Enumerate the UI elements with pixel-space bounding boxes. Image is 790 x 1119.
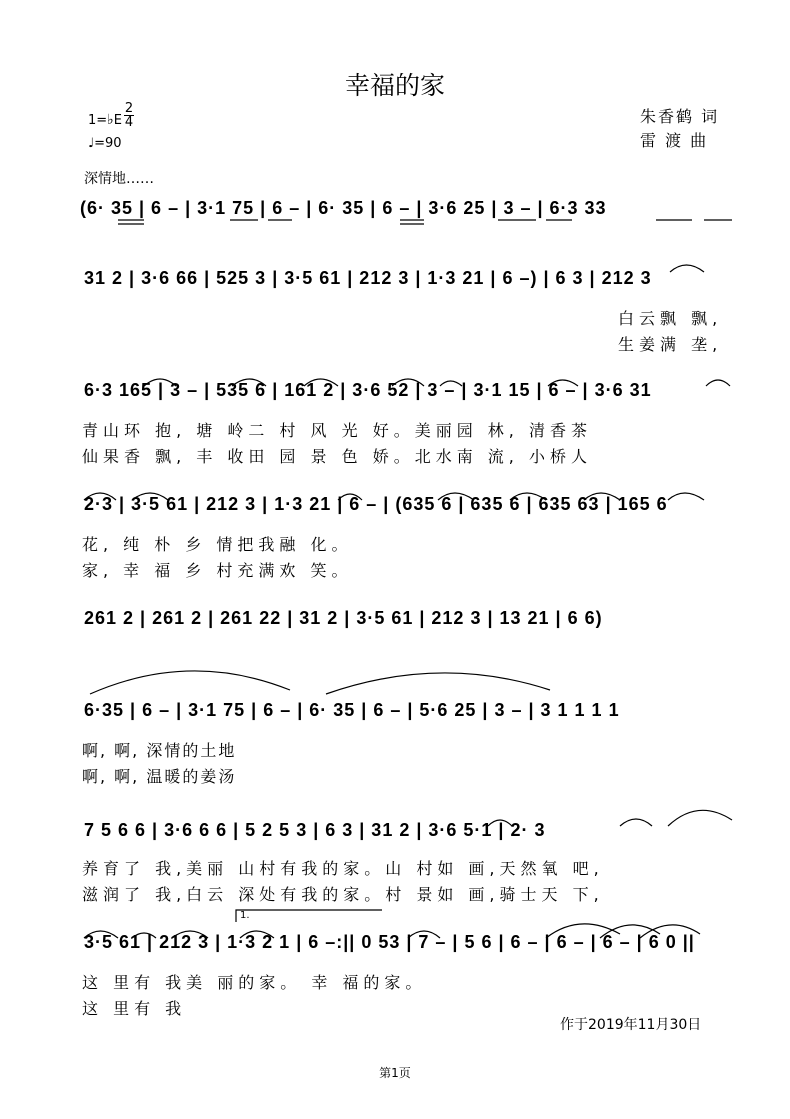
song-title: 幸福的家 <box>344 71 445 100</box>
lyric-row-7-verse-2: 滋润了 我,白云 深处有我的家。村 景如 画,骑士天 下, <box>82 885 604 904</box>
time-numerator: 2 <box>124 101 134 116</box>
slur <box>84 931 118 938</box>
notation-row-3: 6·3 165 | 3 – | 535 6 | 161 2 | 3·6 52 | 3 – | 3·1 15 | 6 – | 3·6 31 <box>84 380 652 400</box>
quarter-note-icon: ♩ <box>88 136 95 151</box>
slur <box>408 931 440 938</box>
slur <box>668 810 732 826</box>
lyric-row-2-verse-1: 白云飘 飘, <box>618 309 723 328</box>
key-label: 1= <box>88 113 108 128</box>
notation-row-1: (6· 35 | 6 – | 3·1 75 | 6 – | 6· 35 | 6 – | 3·6 25 | 3 – | 6·3 33 <box>80 198 607 218</box>
slur <box>488 820 512 826</box>
slur <box>600 925 660 938</box>
lyric-row-8-verse-1: 这 里有 我美 丽的家。 幸 福的家。 <box>82 973 427 992</box>
slur <box>232 379 266 386</box>
slur <box>172 931 208 938</box>
lyric-row-8-verse-2: 这 里有 我 <box>82 999 187 1018</box>
key-letter: E <box>113 113 122 128</box>
tempo-value: =90 <box>94 136 122 151</box>
lyricist: 朱香鹤 词 <box>640 107 720 126</box>
time-denominator: 4 <box>124 115 134 130</box>
slur <box>84 493 116 500</box>
composition-date: 作于2019年11月30日 <box>560 1017 702 1033</box>
slur <box>706 380 730 386</box>
slur <box>510 493 546 500</box>
lyric-row-3-verse-2: 仙果香 飘, 丰 收田 园 景 色 娇。北水南 流, 小桥人 <box>82 447 592 466</box>
slur <box>132 933 156 938</box>
volta-bracket <box>236 910 382 922</box>
lyric-row-4-verse-1: 花, 纯 朴 乡 情把我融 化。 <box>82 535 353 554</box>
notation-row-5: 261 2 | 261 2 | 261 22 | 31 2 | 3·5 61 | 212 3 | 13 21 | 6 6) <box>84 608 603 628</box>
slur <box>440 381 462 386</box>
slur <box>90 671 290 694</box>
slur <box>548 380 578 386</box>
slur <box>438 493 474 500</box>
page-number: 第1页 <box>379 1066 411 1080</box>
expression-mark: 深情地…… <box>84 171 154 187</box>
composer: 雷 渡 曲 <box>640 131 709 150</box>
lyric-row-4-verse-2: 家, 幸 福 乡 村充满欢 笑。 <box>82 561 353 580</box>
slur <box>326 673 550 694</box>
lyric-row-6-verse-2: 啊, 啊, 温暖的姜汤 <box>82 767 237 786</box>
slur <box>304 379 338 386</box>
slur <box>670 265 704 272</box>
flat-sign: ♭ <box>107 112 114 128</box>
slur <box>546 924 620 938</box>
slur <box>338 494 362 500</box>
notation-row-7: 7 5 6 6 | 3·6 6 6 | 5 2 5 3 | 6 3 | 31 2 | 3·6 5·1 | 2· 3 <box>84 820 546 840</box>
slur <box>668 493 704 500</box>
notation-row-8: 3·5 61 | 212 3 | 1·3 2 1 | 6 –:|| 0 53 | 7 – | 5 6 | 6 – | 6 – | 6 – | 6 0 || <box>84 932 695 952</box>
notation-row-4: 2·3 | 3·5 61 | 212 3 | 1·3 21 | 6 – | (635 6 | 635 6 | 635 63 | 165 6 <box>84 494 668 514</box>
notation-row-2: 31 2 | 3·6 66 | 525 3 | 3·5 61 | 212 3 | 1·3 21 | 6 –) | 6 3 | 212 3 <box>84 268 652 288</box>
lyric-row-2-verse-2: 生姜满 垄, <box>618 335 723 354</box>
lyric-row-3-verse-1: 青山环 抱, 塘 岭二 村 风 光 好。美丽园 林, 清香茶 <box>82 421 592 440</box>
slur <box>392 379 424 386</box>
slur <box>240 931 274 938</box>
slur <box>144 379 176 386</box>
slur <box>584 493 620 500</box>
lyric-row-7-verse-1: 养育了 我,美丽 山村有我的家。山 村如 画,天然氧 吧, <box>82 859 604 878</box>
lyric-row-6-verse-1: 啊, 啊, 深情的土地 <box>82 741 237 760</box>
volta-number: 1. <box>240 910 250 921</box>
slur <box>640 925 700 938</box>
slur <box>620 819 652 826</box>
notation-row-6: 6·35 | 6 – | 3·1 75 | 6 – | 6· 35 | 6 – | 5·6 25 | 3 – | 3 1 1 1 1 <box>84 700 620 720</box>
slur <box>132 493 168 500</box>
